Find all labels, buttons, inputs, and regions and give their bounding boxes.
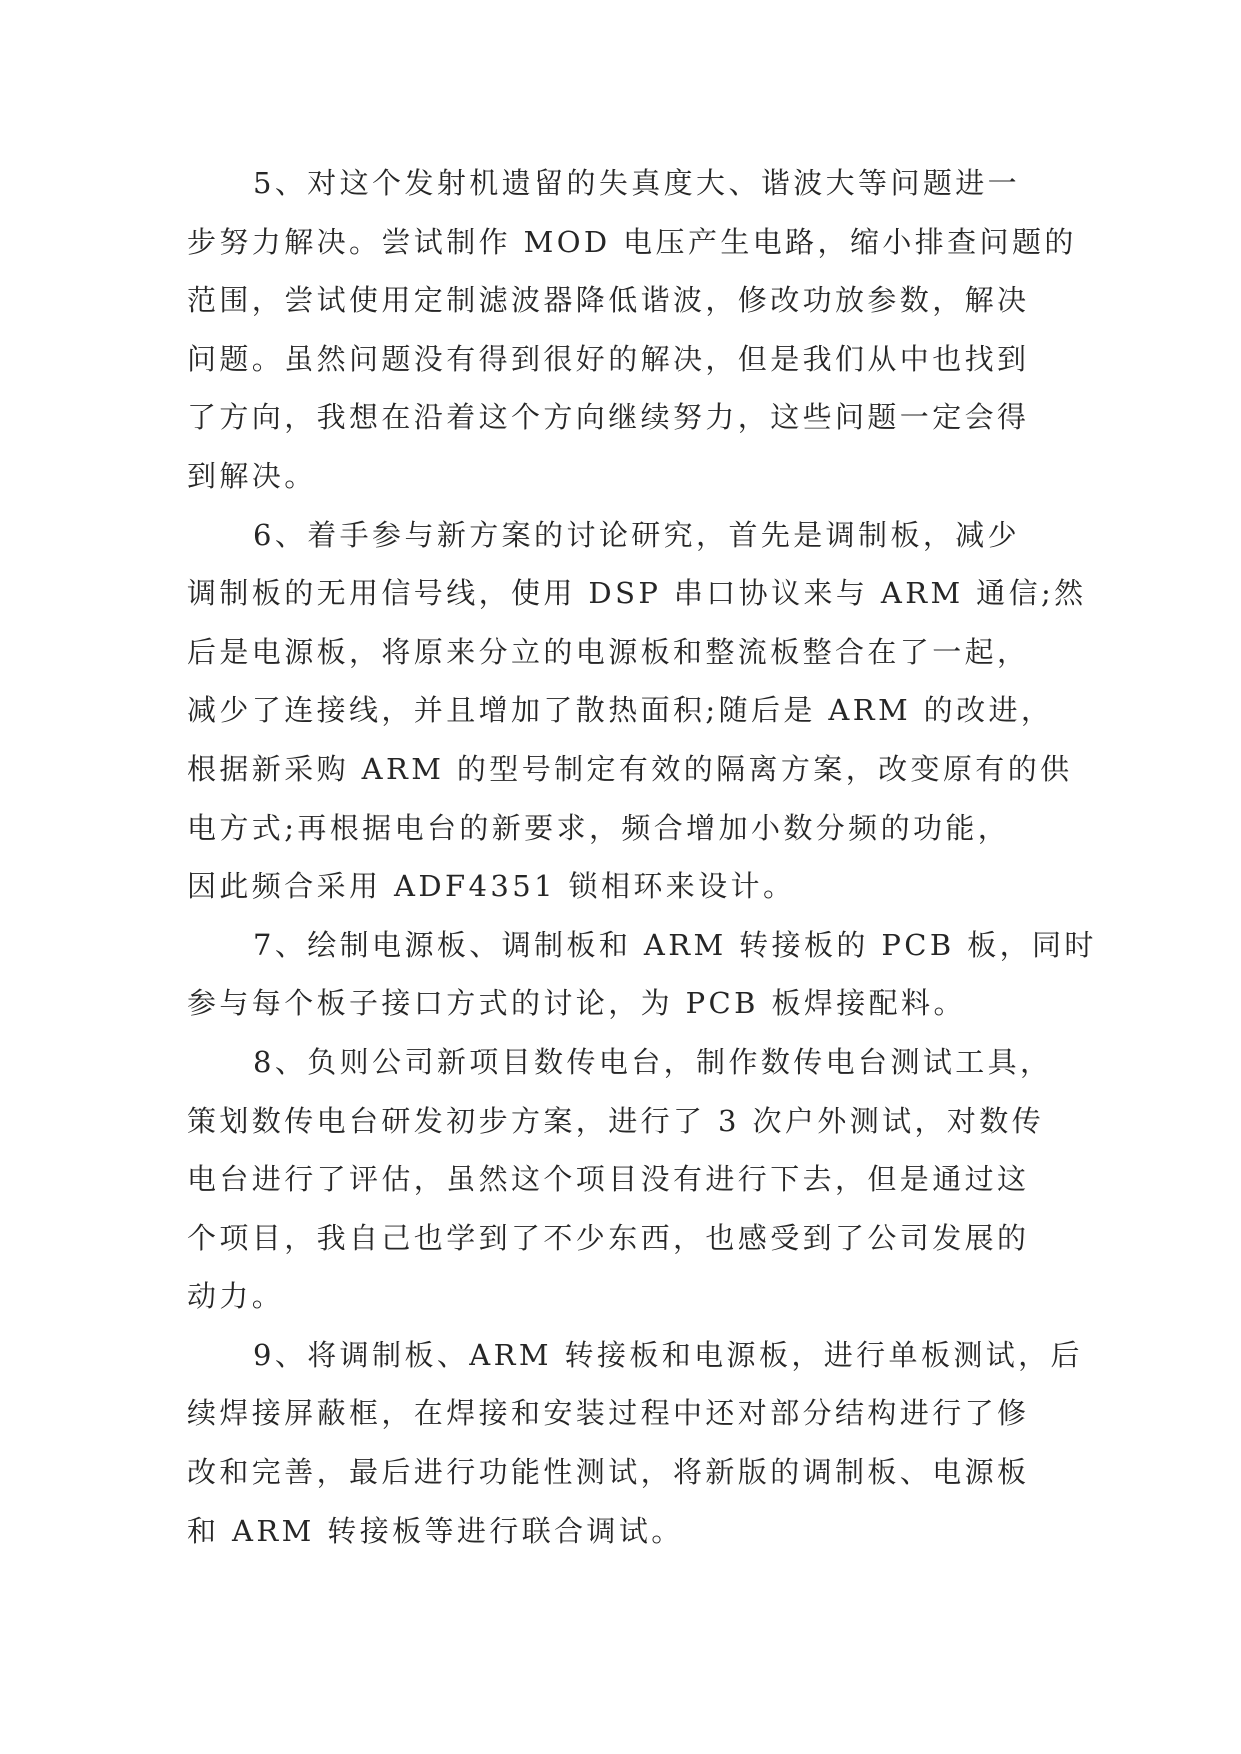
text-line: 范围，尝试使用定制滤波器降低谐波，修改功放参数，解决 xyxy=(187,283,1030,318)
text-line: 改和完善，最后进行功能性测试，将新版的调制板、电源板 xyxy=(187,1455,1030,1490)
text-line: 电台进行了评估，虽然这个项目没有进行下去，但是通过这 xyxy=(187,1162,1030,1197)
paragraph-item-7 xyxy=(187,916,1097,1033)
text-line: 续焊接屏蔽框，在焊接和安装过程中还对部分结构进行了修 xyxy=(187,1396,1030,1431)
text-line: 调制板的无用信号线，使用 DSP 串口协议来与 ARM 通信;然 xyxy=(187,576,1087,611)
text-line: 问题。虽然问题没有得到很好的解决，但是我们从中也找到 xyxy=(187,341,1030,376)
text-line: 参与每个板子接口方式的讨论，为 PCB 板焊接配料。 xyxy=(187,986,966,1021)
text-line: 策划数传电台研发初步方案，进行了 3 次户外测试，对数传 xyxy=(187,1103,1045,1138)
text-line: 8、负则公司新项目数传电台，制作数传电台测试工具， xyxy=(253,1044,1053,1079)
text-line: 步努力解决。尝试制作 MOD 电压产生电路，缩小排查问题的 xyxy=(187,224,1077,259)
text-line: 了方向，我想在沿着这个方向继续努力，这些问题一定会得 xyxy=(187,400,1030,435)
text-line: 6、着手参与新方案的讨论研究，首先是调制板，减少 xyxy=(253,517,1021,552)
paragraph-item-9 xyxy=(187,1326,1083,1560)
text-line: 9、将调制板、ARM 转接板和电源板，进行单板测试，后 xyxy=(253,1337,1083,1372)
paragraph-item-6 xyxy=(187,506,1087,916)
text-line: 根据新采购 ARM 的型号制定有效的隔离方案，改变原有的供 xyxy=(187,751,1073,786)
text-line: 个项目，我自己也学到了不少东西，也感受到了公司发展的 xyxy=(187,1220,1030,1255)
paragraph-item-5 xyxy=(187,154,1077,506)
paragraph-item-8 xyxy=(187,1033,1057,1326)
text-line: 后是电源板，将原来分立的电源板和整流板整合在了一起， xyxy=(187,634,1030,669)
document-body xyxy=(187,154,1097,1560)
text-line: 7、绘制电源板、调制板和 ARM 转接板的 PCB 板，同时 xyxy=(253,927,1097,962)
text-line: 和 ARM 转接板等进行联合调试。 xyxy=(187,1513,684,1548)
text-line: 减少了连接线，并且增加了散热面积;随后是 ARM 的改进， xyxy=(187,693,1054,728)
text-line: 5、对这个发射机遗留的失真度大、谐波大等问题进一 xyxy=(253,166,1021,200)
text-line: 电方式;再根据电台的新要求，频合增加小数分频的功能， xyxy=(187,810,1011,845)
text-line: 动力。 xyxy=(187,1279,285,1314)
text-line: 因此频合采用 ADF4351 锁相环来设计。 xyxy=(187,869,796,904)
text-line: 到解决。 xyxy=(187,458,317,493)
